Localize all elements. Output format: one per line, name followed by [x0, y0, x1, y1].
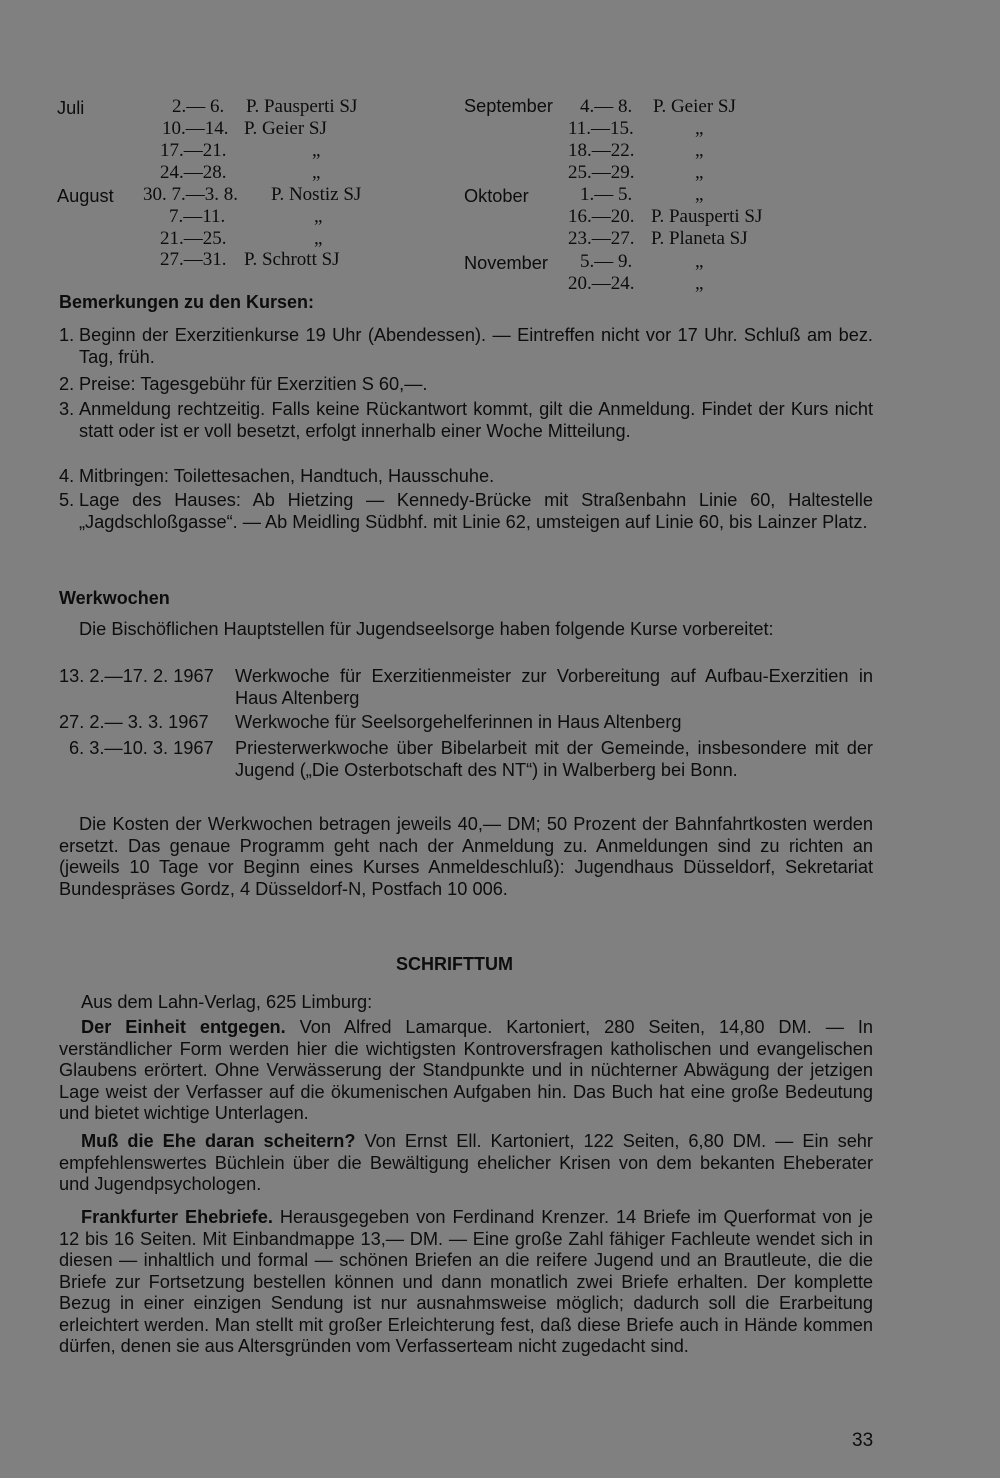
werkwochen-costs: Die Kosten der Werkwochen betragen jeweils 40,— DM; 50 Prozent der Bahnfahrtkosten werden ersetzt. Das genaue Programm geht nach der Anmeldung zu. Anmeldungen sind zu richten an (jeweils 10 Tage vor Beginn eines Kurses Anmeldeschluß): Jugendhaus Düsseldorf, Sekretariat Bundespräses Gordz, 4 Düsseldorf-N, Postfach 10 006.: [59, 814, 873, 899]
remark-item: [59, 490, 873, 533]
werkwoche-text: Priesterwerkwoche über Bibelarbeit mit der Gemeinde, insbesondere mit der Jugend („Die Osterbotschaft des NT“) in Walberberg bei Bonn.: [235, 738, 873, 780]
date-range: 4.— 8.: [580, 96, 633, 117]
date-range: 20.—24.: [568, 273, 635, 294]
remark-number: 1.: [59, 325, 75, 345]
page-number: 33: [852, 1430, 874, 1451]
date-range: 16.—20.: [568, 206, 635, 227]
remark-item: [59, 325, 873, 368]
date-range: 27.—31.: [160, 249, 227, 270]
date-range: 5.— 9.: [580, 251, 633, 272]
book-description: Herausgegeben von Ferdinand Krenzer. 14 Briefe im Querformat von je 12 bis 16 Seiten. Mit Einbandmappe 13,— DM. — Eine große Zahl fähiger Fachleute wendet sich in diesen — inhaltlich und formal — schönen Briefen an die reifere Jugend und an Brautleute, die die Briefe zur Fortsetzung bestellen können und dann monatlich zwei Briefe erhalten. Der komplette Bezug in einer einzigen Sendung ist nur ausnahmsweise möglich; dadurch soll die Erarbeitung erleichtert werden. Man stellt mit großer Erleichterung fest, daß diese Briefe auch in Hände kommen dürfen, denen sie aus Altersgründen vom Verfasserteam nicht zugedacht sind.: [59, 1207, 873, 1356]
remark-text: Lage des Hauses: Ab Hietzing — Kennedy-Brücke mit Straßenbahn Linie 60, Haltestelle „Jagdschloßgasse“. — Ab Meidling Südbhf. mit Linie 62, umsteigen auf Linie 60, bis Lainzer Platz.: [79, 490, 873, 532]
date-range: 1.— 5.: [580, 184, 633, 205]
course-leader: P. Pausperti SJ: [651, 206, 763, 227]
course-leader: „: [314, 206, 323, 227]
werkwochen-heading: Werkwochen: [59, 588, 170, 608]
date-range: 11.—15.: [568, 118, 634, 139]
course-leader: „: [312, 140, 321, 161]
date-range: 30. 7.—3. 8.: [143, 184, 238, 205]
date-range: 7.—11.: [169, 206, 226, 227]
remark-number: 3.: [59, 399, 75, 419]
book-review: [59, 1207, 873, 1358]
remark-text: Beginn der Exerzitienkurse 19 Uhr (Abendessen). — Eintreffen nicht vor 17 Uhr. Schluß am bez. Tag, früh.: [79, 325, 873, 367]
course-leader: „: [695, 273, 704, 294]
course-leader: P. Pausperti SJ: [246, 96, 358, 117]
book-title: Der Einheit entgegen.: [81, 1017, 286, 1037]
book-review: [59, 1131, 873, 1196]
remark-text: Anmeldung rechtzeitig. Falls keine Rückantwort kommt, gilt die Anmeldung. Findet der Kurs nicht statt oder ist er voll besetzt, erfolgt innerhalb einer Woche Mitteilung.: [79, 399, 873, 441]
werkwoche-date: 27. 2.— 3. 3. 1967: [59, 712, 209, 732]
remark-number: 5.: [59, 490, 75, 510]
date-range: 25.—29.: [568, 162, 635, 183]
date-range: 2.— 6.: [172, 96, 225, 117]
book-description: Von Alfred Lamarque. Kartoniert, 280 Seiten, 14,80 DM. — In verständlicher Form werden hier die wichtigsten Kontroversfragen katholischen und evangelischen Glaubens erörtert. Ohne Verwässerung der Standpunkte und in nüchterner Abwägung der jetzigen Lage weist der Verfasser auf die ökumenischen Aufgaben hin. Das Buch hat eine große Bedeutung und bietet wichtige Unterlagen.: [59, 1017, 873, 1123]
book-title: Frankfurter Ehebriefe.: [81, 1207, 273, 1227]
course-leader: „: [695, 118, 704, 139]
remark-item: [59, 466, 873, 488]
book-description: Von Ernst Ell. Kartoniert, 122 Seiten, 6,80 DM. — Ein sehr empfehlenswertes Büchlein über die Bewältigung ehelicher Krisen von dem bekanten Eheberater und Jugendpsychologen.: [59, 1131, 873, 1194]
course-leader: „: [695, 184, 704, 205]
course-leader: P. Schrott SJ: [244, 249, 340, 270]
date-range: 23.—27.: [568, 228, 635, 249]
date-range: 10.—14.: [162, 118, 229, 139]
month-label: November: [464, 253, 548, 273]
remark-text: Preise: Tagesgebühr für Exerzitien S 60,—.: [79, 374, 428, 394]
month-label: Juli: [57, 98, 85, 118]
date-range: 21.—25.: [160, 228, 227, 249]
course-leader: P. Geier SJ: [244, 118, 327, 139]
course-leader: P. Geier SJ: [653, 96, 736, 117]
month-label: August: [57, 186, 114, 206]
month-label: Oktober: [464, 186, 529, 206]
werkwoche-text: Werkwoche für Exerzitienmeister zur Vorbereitung auf Aufbau-Exerzitien in Haus Altenberg: [235, 666, 873, 708]
remark-item: [59, 374, 873, 396]
course-leader: P. Planeta SJ: [651, 228, 748, 249]
book-title: Muß die Ehe daran scheitern?: [81, 1131, 356, 1151]
remark-text: Mitbringen: Toilettesachen, Handtuch, Hausschuhe.: [79, 466, 495, 486]
course-leader: „: [695, 251, 704, 272]
werkwoche-date: 6. 3.—10. 3. 1967: [69, 738, 214, 758]
course-leader: „: [312, 162, 321, 183]
remark-item: [59, 399, 873, 442]
book-review: [59, 1017, 873, 1125]
werkwochen-intro: Die Bischöflichen Hauptstellen für Jugendseelsorge haben folgende Kurse vorbereitet:: [79, 619, 774, 639]
remarks-heading: Bemerkungen zu den Kursen:: [59, 292, 315, 312]
course-leader: „: [695, 162, 704, 183]
course-leader: „: [695, 140, 704, 161]
date-range: 18.—22.: [568, 140, 635, 161]
date-range: 17.—21.: [160, 140, 227, 161]
werkwoche-date: 13. 2.—17. 2. 1967: [59, 666, 214, 686]
remark-number: 2.: [59, 374, 75, 394]
werkwoche-text: Werkwoche für Seelsorgehelferinnen in Haus Altenberg: [235, 712, 682, 732]
date-range: 24.—28.: [160, 162, 227, 183]
month-label: September: [464, 96, 553, 116]
course-leader: P. Nostiz SJ: [271, 184, 362, 205]
publisher-line: Aus dem Lahn-Verlag, 625 Limburg:: [81, 992, 373, 1012]
schrifttum-heading: SCHRIFTTUM: [396, 954, 513, 974]
remark-number: 4.: [59, 466, 75, 486]
course-leader: „: [314, 228, 323, 249]
